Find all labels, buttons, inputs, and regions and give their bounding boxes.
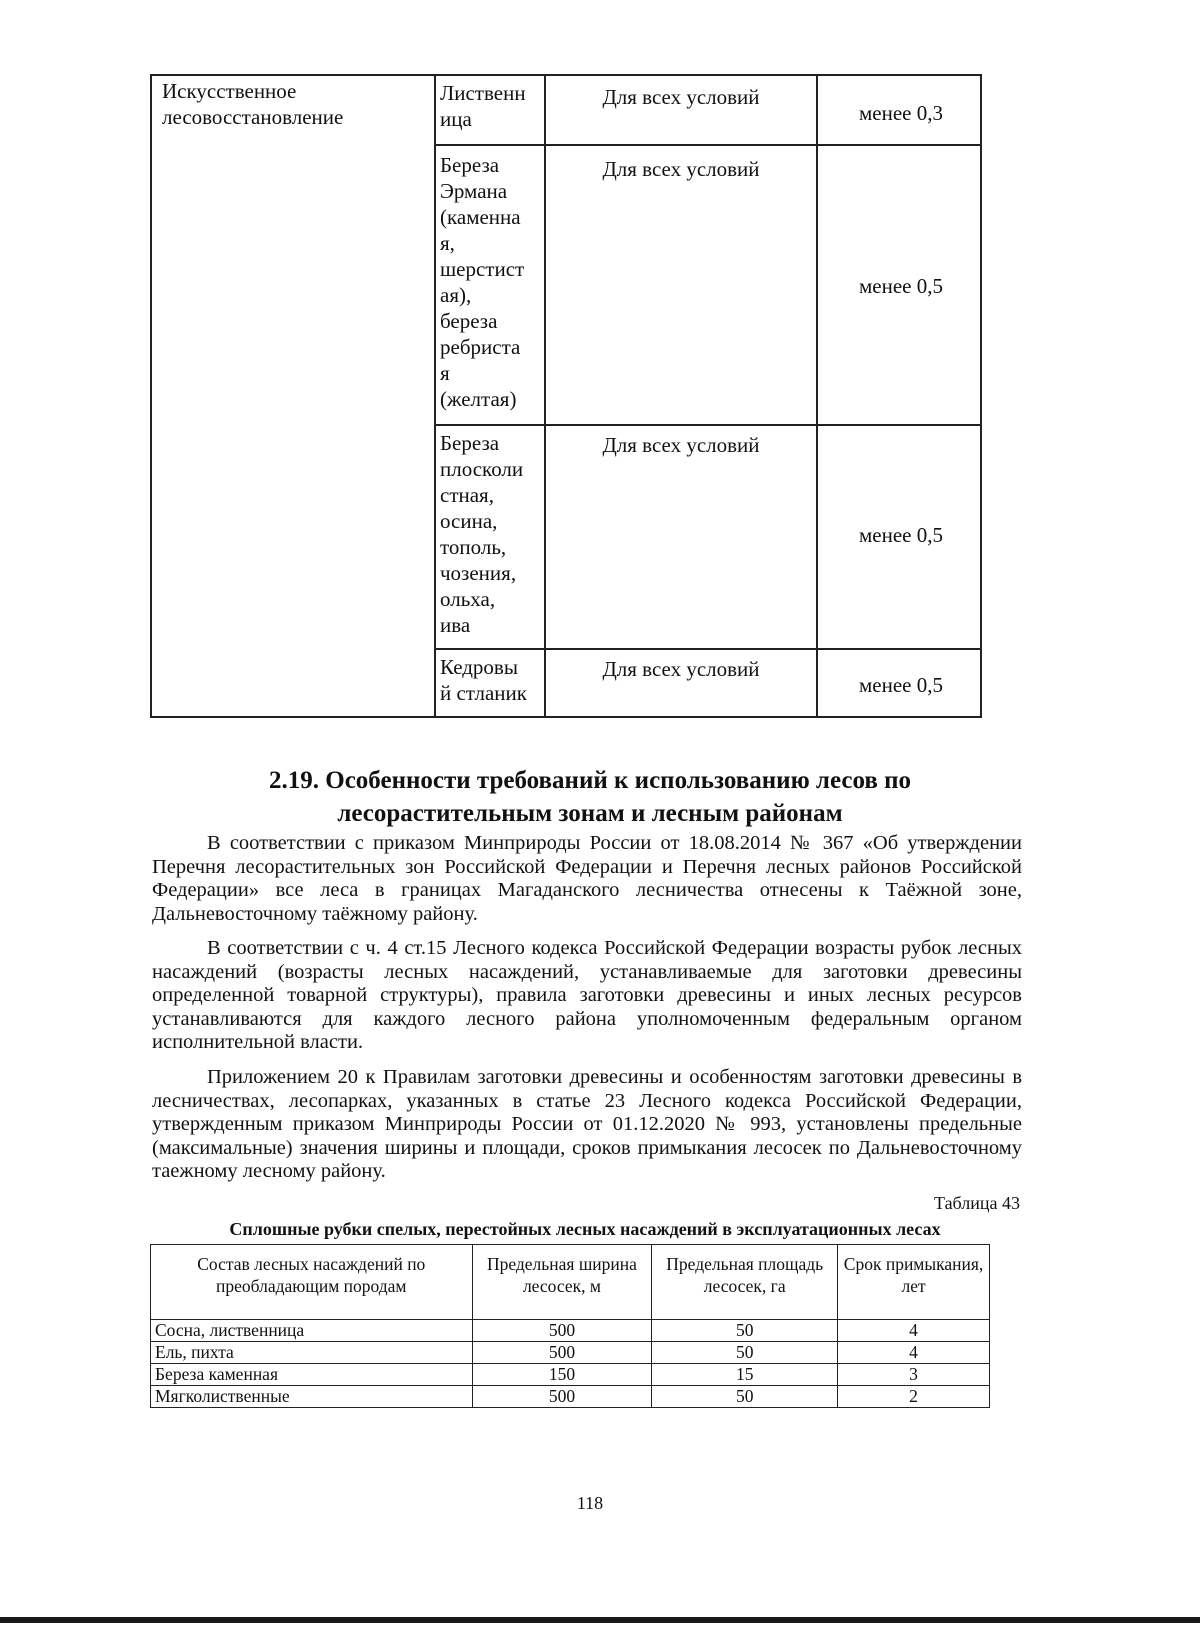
column-header: Состав лесных насаждений по преобладающим породам — [151, 1245, 473, 1320]
heading-line: 2.19. Особенности требований к использованию лесов по — [269, 767, 911, 794]
value-cell: менее 0,3 — [859, 101, 943, 125]
value-cell: менее 0,5 — [859, 523, 943, 547]
table-row — [151, 1386, 990, 1408]
top-table — [150, 74, 982, 718]
col-divider — [816, 76, 818, 716]
table-43 — [150, 1244, 990, 1408]
species-cell: Лиственн ица — [440, 81, 526, 131]
table-row — [151, 1320, 990, 1342]
condition-cell: Для всех условий — [602, 157, 760, 181]
table-cell: Сосна, лиственница — [151, 1320, 473, 1342]
table-cell: Ель, пихта — [151, 1342, 473, 1364]
table-cell: 50 — [652, 1320, 838, 1342]
table-cell: 4 — [838, 1342, 990, 1364]
table-cell: 2 — [838, 1386, 990, 1408]
column-header: Предельная площадь лесосек, га — [652, 1245, 838, 1320]
condition-cell: Для всех условий — [602, 657, 760, 681]
table-cell: 150 — [472, 1364, 652, 1386]
condition-cell: Для всех условий — [602, 85, 760, 109]
table-cell: Мягколиственные — [151, 1386, 473, 1408]
section-heading — [150, 764, 1030, 830]
value-cell: менее 0,5 — [859, 274, 943, 298]
column-header: Срок примыкания, лет — [838, 1245, 990, 1320]
table-cell: 50 — [652, 1386, 838, 1408]
table-cell: 3 — [838, 1364, 990, 1386]
paragraph: В соответствии с приказом Минприроды России от 18.08.2014 № 367 «Об утверждении Перечня лесорастительных зон Российской Федерации и Перечня лесных районов Российской Федерации» все леса в границах Магаданского лесничества отнесены к Таёжной зоне, Дальневосточному таёжному району. — [152, 832, 1022, 925]
category-cell: Искусственное лесовосстановление — [162, 79, 344, 129]
species-cell: Кедровы й стланик — [440, 655, 527, 705]
table-cell: 4 — [838, 1320, 990, 1342]
table-cell: 500 — [472, 1342, 652, 1364]
table-cell: 500 — [472, 1320, 652, 1342]
paragraph: В соответствии с ч. 4 ст.15 Лесного кодекса Российской Федерации возрасты рубок лесных насаждений (возрасты лесных насаждений, устанавливаемые для заготовки древесины определенной товарной структуры), правила заготовки древесины и иных лесных ресурсов устанавливаются для каждого лесного района уполномоченным федеральным органом исполнительной власти. — [152, 937, 1022, 1054]
table-row — [151, 1364, 990, 1386]
table-cell: 50 — [652, 1342, 838, 1364]
table-title: Сплошные рубки спелых, перестойных лесных насаждений в эксплуатационных лесах — [229, 1219, 941, 1239]
bottom-scan-rule — [0, 1617, 1200, 1623]
heading-line: лесорастительным зонам и лесным районам — [337, 800, 843, 827]
row-divider — [434, 144, 980, 146]
table-cell: 15 — [652, 1364, 838, 1386]
species-cell: Береза Эрмана (каменна я, шерстист ая), береза ребриста я (желтая) — [440, 153, 525, 411]
row-divider — [434, 648, 980, 650]
row-divider — [434, 424, 980, 426]
page-number: 118 — [576, 1493, 604, 1513]
col-divider — [434, 76, 436, 716]
table-header-row — [151, 1245, 990, 1320]
table-row — [151, 1342, 990, 1364]
species-cell: Береза плосколи стная, осина, тополь, чозения, ольха, ива — [440, 431, 524, 637]
table-cell: Береза каменная — [151, 1364, 473, 1386]
value-cell: менее 0,5 — [859, 673, 943, 697]
col-divider — [544, 76, 546, 716]
paragraph: Приложением 20 к Правилам заготовки древесины и особенностям заготовки древесины в лесничествах, лесопарках, указанных в статье 23 Лесного кодекса Российской Федерации, утвержденным приказом Минприроды России от 01.12.2020 № 993, установлены предельные (максимальные) значения ширины и площади, сроков примыкания лесосек по Дальневосточному таежному лесному району. — [152, 1066, 1022, 1183]
column-header: Предельная ширина лесосек, м — [472, 1245, 652, 1320]
condition-cell: Для всех условий — [602, 433, 760, 457]
table-label: Таблица 43 — [934, 1193, 1020, 1213]
table-cell: 500 — [472, 1386, 652, 1408]
